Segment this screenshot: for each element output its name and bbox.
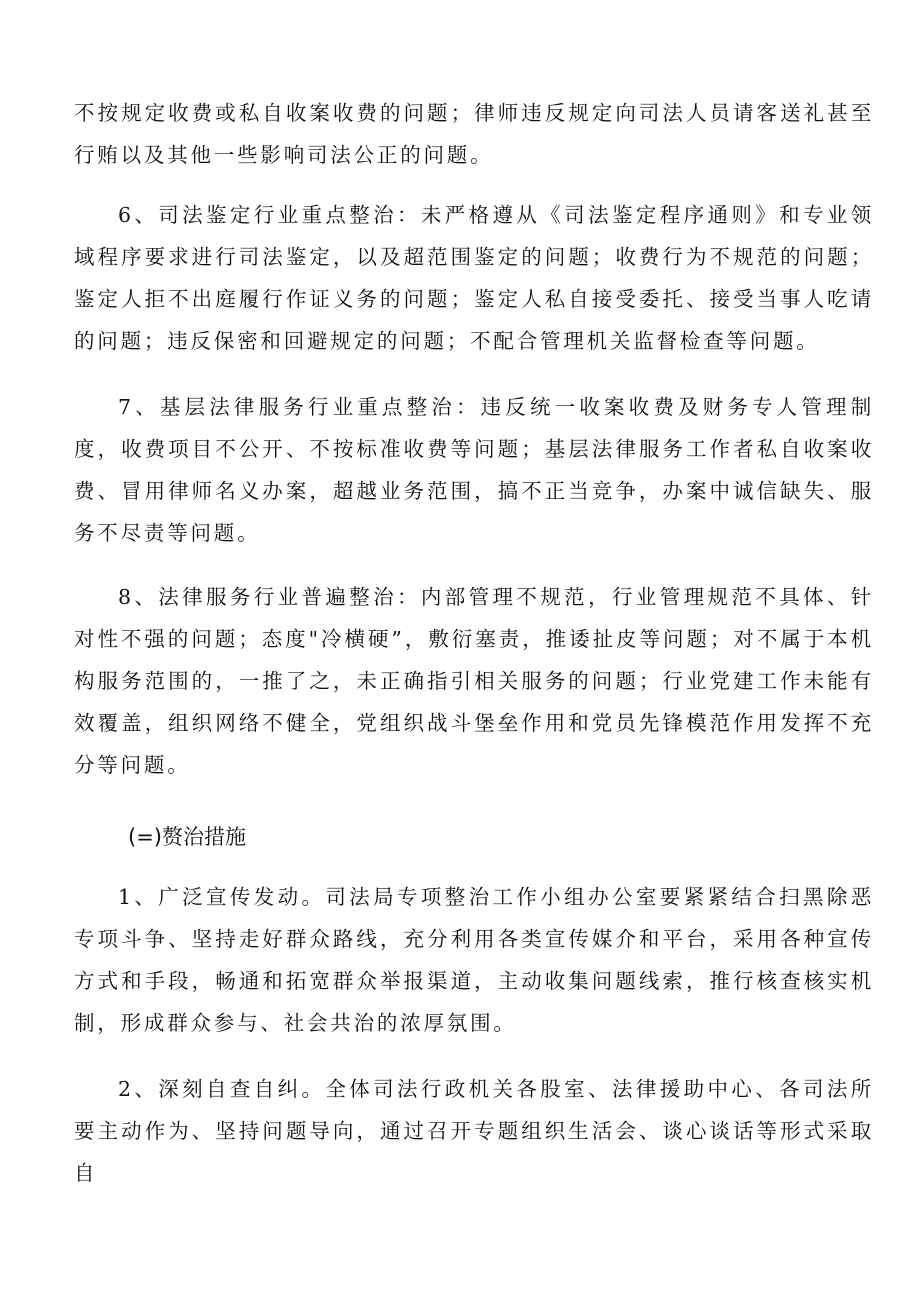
section-heading-measures: (=)赘治措施	[128, 825, 246, 849]
paragraph-item-6: 6、司法鉴定行业重点整治：未严格遵从《司法鉴定程序通则》和专业领域程序要求进行司法鉴定，以及超范围鉴定的问题；收费行为不规范的问题；鉴定人拒不出庭履行作证义务的问题；鉴定人私自接受委托、接受当事人吃请的问题；违反保密和回避规定的问题；不配合管理机关监督检查等问题。	[74, 203, 874, 353]
paragraph-item-7: 7、基层法律服务行业重点整治：违反统一收案收费及财务专人管理制度，收费项目不公开、不按标准收费等问题；基层法律服务工作者私自收案收费、冒用律师名义办案，超越业务范围，搞不正当竞争，办案中诚信缺失、服务不尽责等问题。	[74, 395, 874, 545]
paragraph-measure-1: 1、广泛宣传发动。司法局专项整治工作小组办公室要紧紧结合扫黑除恶专项斗争、坚持走好群众路线，充分利用各类宣传媒介和平台，采用各种宣传方式和手段，畅通和拓宽群众举报渠道，主动收集问题线索，推行核查核实机制，形成群众参与、社会共治的浓厚氛围。	[74, 885, 874, 1035]
paragraph-measure-2: 2、深刻自查自纠。全体司法行政机关各股室、法律援助中心、各司法所要主动作为、坚持问题导向，通过召开专题组织生活会、谈心谈话等形式采取自	[74, 1077, 874, 1185]
paragraph-intro: 不按规定收费或私自收案收费的问题；律师违反规定向司法人员请客送礼甚至行贿以及其他一些影响司法公正的问题。	[74, 101, 874, 167]
paragraph-item-8: 8、法律服务行业普遍整治：内部管理不规范，行业管理规范不具体、针对性不强的问题；态度"冷横硬”，敷衍塞责，推诿扯皮等问题；对不属于本机构服务范围的，一推了之，未正确指引相关服务的问题；行业党建工作未能有效覆盖，组织网络不健全，党组织战斗堡垒作用和党员先锋模范作用发挥不充分等问题。	[74, 585, 874, 777]
